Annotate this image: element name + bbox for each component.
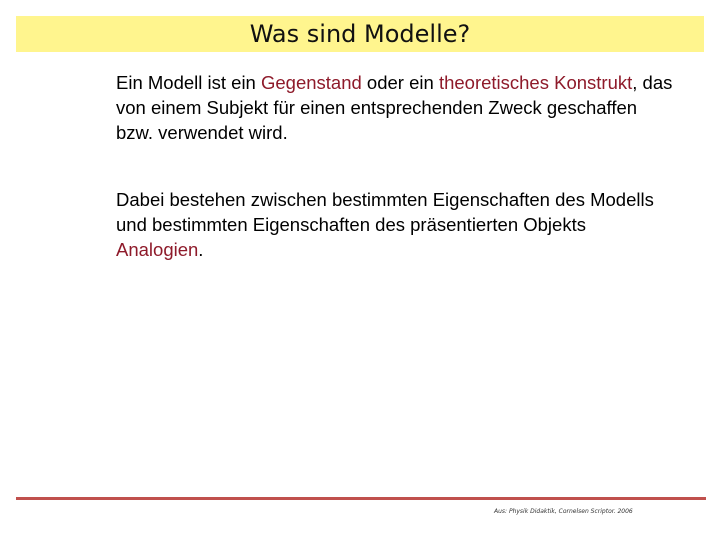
definition-text-1: Ein Modell ist ein	[116, 72, 261, 93]
definition-text-2: oder ein	[361, 72, 439, 93]
term-analogien: Analogien	[116, 239, 199, 260]
definition-paragraph	[116, 70, 676, 145]
definition-text-3: , das von einem Subjekt für einen entsprechenden Zweck geschaffen bzw. verwendet wird.	[116, 72, 673, 143]
analogy-paragraph	[116, 187, 676, 262]
source-citation: Aus: Physik Didaktik, Cornelsen Scriptor. 2006	[494, 508, 633, 515]
analogy-text-1: Dabei bestehen zwischen bestimmten Eigenschaften des Modells und bestimmten Eigenschaften des präsentierten Objekts	[116, 189, 654, 235]
analogy-text-2: .	[198, 239, 204, 260]
term-gegenstand: Gegenstand	[260, 72, 362, 93]
slide-title: Was sind Modelle?	[249, 20, 471, 48]
footer-divider	[16, 497, 706, 500]
term-theoretisches-konstrukt: theoretisches Konstrukt	[438, 72, 633, 93]
